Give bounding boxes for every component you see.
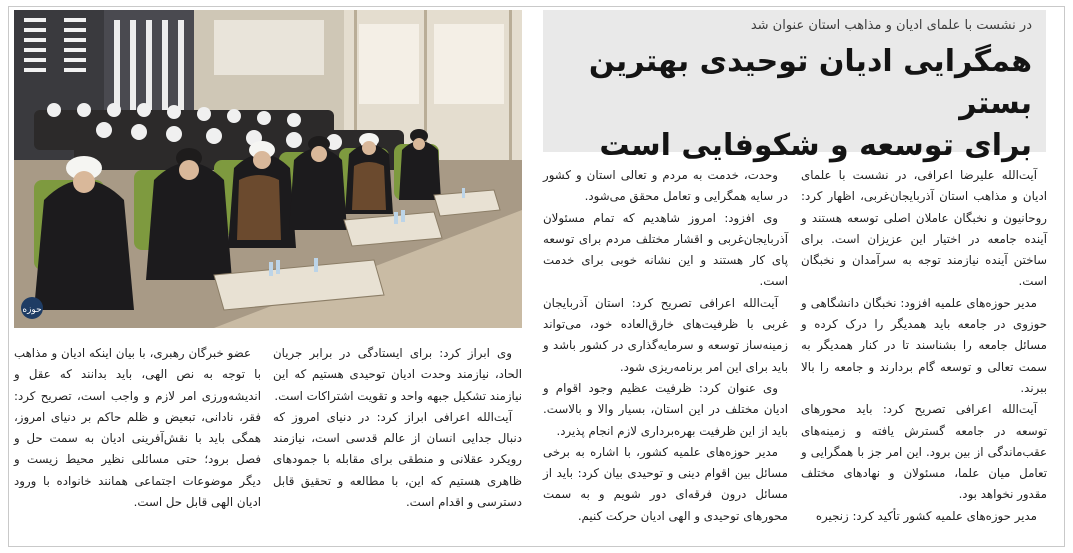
text-column-1: [801, 165, 1047, 527]
article-photo: [14, 10, 522, 328]
paragraph: مدیر حوزه‌های علمیه کشور، با اشاره به برخی مسائل بین اقوام دینی و توحیدی بیان کرد: باید از مسائل درون فرقه‌ای دور شویم و به سمت محورهای توحیدی و الهی ادیان حرکت کنیم.: [543, 444, 788, 523]
text-column-4: [14, 343, 261, 513]
photo-logo-text: حوزه: [22, 305, 42, 315]
paragraph: مدیر حوزه‌های علمیه افزود: نخبگان دانشگاهی و حوزوی در جامعه باید همدیگر را درک کرده و مسائل جامعه را بشناسند تا در کنار همدیگر به سمت تعالی و توسعه گام بردارند و جامعه را بالا ببرند.: [801, 295, 1047, 395]
article-headline-line-2: برای توسعه و شکوفایی است: [599, 128, 1032, 163]
text-column-3: [273, 343, 522, 513]
headline-box: [543, 10, 1046, 163]
paragraph: وحدت، خدمت به مردم و تعالی استان و کشور در سایه همگرایی و تعامل محقق می‌شود.: [543, 168, 788, 204]
paragraph: عضو خبرگان رهبری، با بیان اینکه ادیان و مذاهب با توجه به نص الهی، باید بدانند که عقل و اندیشه‌ورزی امر لازم و واجب است، تصریح کرد: فقر، نادانی، تبعیض و ظلم حاکم بر دنیای امروز، همگی باید با نقش‌آفرینی ادیان به سمت حل و فصل برود؛ حتی مسائلی نظیر محیط زیست و دیگر موضوعات اجتماعی همانند خانواده با ورود ادیان الهی قابل حل است.: [14, 346, 261, 510]
paragraph: مدیر حوزه‌های علمیه کشور تأکید کرد: زنجیره: [815, 508, 1037, 523]
article-headline-line-1: همگرایی ادیان توحیدی بهترین بستر: [588, 44, 1032, 121]
paragraph: آیت‌الله علیرضا اعرافی، در نشست با علمای ادیان و مذاهب استان آذربایجان‌غربی، اظهار کرد: روحانیون و نخبگان عاملان اصلی توسعه هستند و آینده جامعه در اختیار این عزیزان است. برای ساختن آینده نیازمند توجه به سرآمدان و نخبگان است.: [801, 168, 1047, 289]
paragraph: وی افزود: امروز شاهدیم که تمام مسئولان آذربایجان‌غربی و اقشار مختلف مردم برای توسعه پای کار هستند و این نشانه خوبی برای خدمت است.: [543, 210, 788, 289]
text-column-2: [543, 165, 788, 527]
paragraph: وی ابراز کرد: برای ایستادگی در برابر جریان الحاد، نیازمند وحدت ادیان توحیدی هستیم که این نیازمند تشکیل جبهه واحد و تقویت اشتراکات است.: [273, 346, 522, 403]
paragraph: آیت‌الله اعرافی تصریح کرد: باید محورهای توسعه در جامعه گسترش یافته و زمینه‌های عقب‌ماندگی از بین برود. این امر جز با همگرایی و تعامل میان علما، مسئولان و نهادهای مختلف مقدور نخواهد بود.: [801, 402, 1047, 502]
paragraph: آیت‌الله اعرافی ابراز کرد: در دنیای امروز که دنبال جدایی انسان از عالم قدسی است، نیازمند رویکرد عقلانی و منطقی برای مقابله با جمودهای ظاهری هستیم که این، با مطالعه و تحقیق قابل دسترسی و اقدام است.: [273, 409, 522, 510]
paragraph: آیت‌الله اعرافی تصریح کرد: استان آذربایجان غربی با ظرفیت‌های خارق‌العاده خود، می‌تواند زمینه‌ساز توسعه و سرمایه‌گذاری در کشور باشد و باید برای این امر برنامه‌ریزی شود.: [543, 295, 788, 374]
paragraph: وی عنوان کرد: ظرفیت عظیم وجود اقوام و ادیان مختلف در این استان، بسیار والا و بالاست. باید از این ظرفیت بهره‌برداری لازم انجام پذیرد.: [543, 380, 788, 438]
article-kicker: در نشست با علمای ادیان و مذاهب استان عنوان شد: [750, 18, 1032, 33]
